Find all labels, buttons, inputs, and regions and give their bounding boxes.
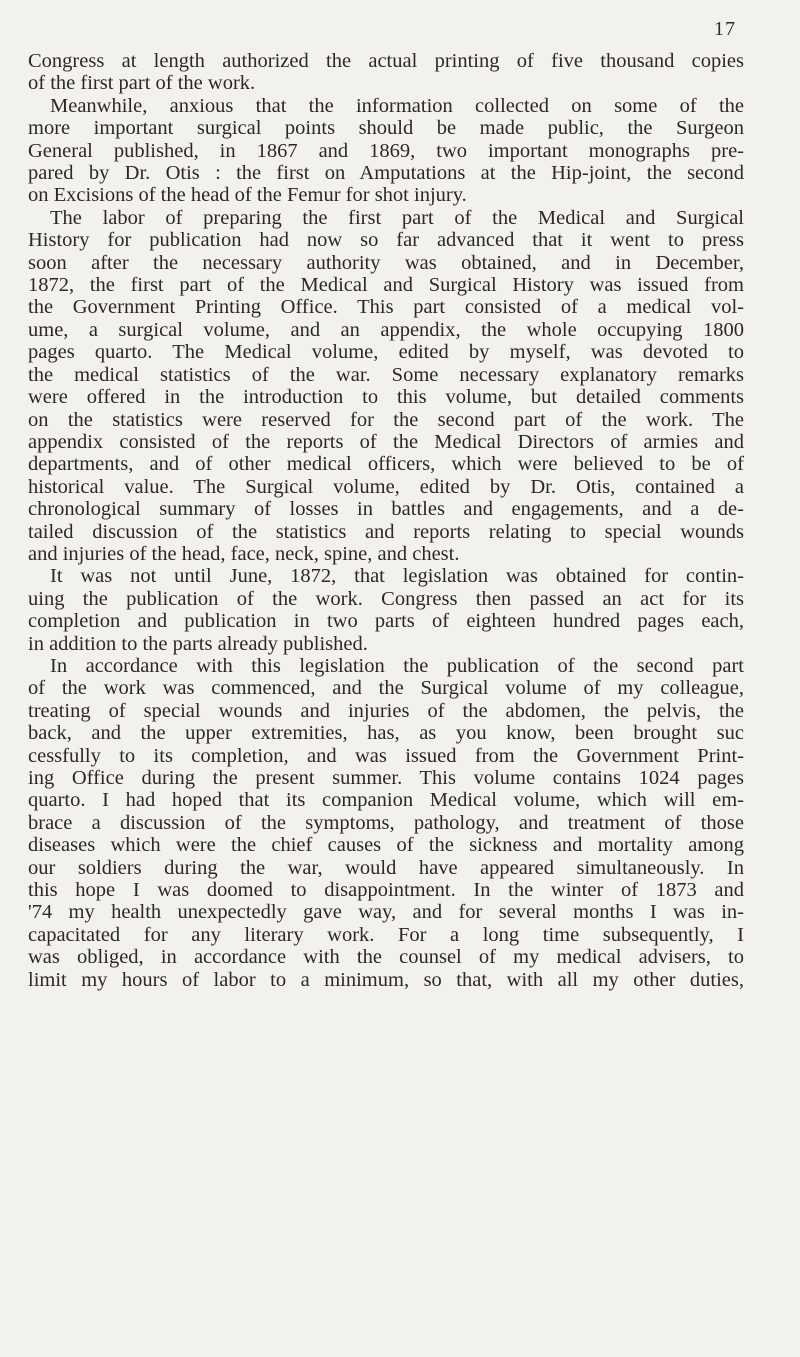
text-line: historical value. The Surgical volume, edited by Dr. Otis, contained a [28, 475, 744, 498]
text-line: tailed discussion of the statistics and reports relating to special wounds [28, 520, 744, 543]
text-line: soon after the necessary authority was obtained, and in December, [28, 251, 744, 274]
paragraph [28, 50, 744, 95]
text-line: pages quarto. The Medical volume, edited by myself, was devoted to [28, 341, 744, 364]
text-line: and injuries of the head, face, neck, spine, and chest. [28, 542, 460, 565]
text-line: were offered in the introduction to this volume, but detailed comments [28, 386, 744, 409]
text-line: limit my hours of labor to a minimum, so that, with all my other duties, [28, 968, 744, 991]
paragraph [28, 95, 744, 207]
text-line: Meanwhile, anxious that the information collected on some of the [50, 94, 744, 117]
text-line: pared by Dr. Otis : the first on Amputations at the Hip-joint, the second [28, 162, 744, 185]
text-line: It was not until June, 1872, that legislation was obtained for contin- [50, 565, 744, 588]
text-line: ume, a surgical volume, and an appendix, the whole occupying 1800 [28, 318, 744, 341]
text-line: 1872, the first part of the Medical and Surgical History was issued from [28, 274, 744, 297]
text-line: The labor of preparing the first part of the Medical and Surgical [50, 206, 744, 229]
text-line: of the first part of the work. [28, 72, 256, 95]
text-line: appendix consisted of the reports of the Medical Directors of armies and [28, 430, 744, 453]
text-line: was obliged, in accordance with the counsel of my medical advisers, to [28, 946, 744, 969]
text-line: on Excisions of the head of the Femur for shot injury. [28, 184, 467, 207]
text-line: more important surgical points should be made public, the Surgeon [28, 117, 744, 140]
text-line: capacitated for any literary work. For a long time subsequently, I [28, 923, 744, 946]
text-line: In accordance with this legislation the publication of the second part [50, 654, 744, 677]
paragraph [28, 207, 744, 566]
text-line: treating of special wounds and injuries of the abdomen, the pelvis, the [28, 699, 744, 722]
text-line: this hope I was doomed to disappointment. In the winter of 1873 and [28, 879, 744, 902]
text-line: on the statistics were reserved for the second part of the work. The [28, 408, 744, 431]
text-line: Congress at length authorized the actual printing of five thousand copies [28, 50, 744, 72]
text-line: back, and the upper extremities, has, as you know, been brought suc [28, 722, 744, 745]
text-line: in addition to the parts already published. [28, 632, 368, 655]
text-line: completion and publication in two parts of eighteen hundred pages each, [28, 610, 744, 633]
text-line: quarto. I had hoped that its companion Medical volume, which will em- [28, 789, 744, 812]
text-line: '74 my health unexpectedly gave way, and for several months I was in- [28, 901, 744, 924]
text-line: the medical statistics of the war. Some necessary explanatory remarks [28, 363, 744, 386]
text-line: ing Office during the present summer. This volume contains 1024 pages [28, 767, 744, 789]
text-line: chronological summary of losses in battles and engagements, and a de- [28, 498, 744, 521]
paragraph [28, 655, 744, 991]
text-line: diseases which were the chief causes of the sickness and mortality among [28, 834, 744, 857]
text-line: uing the publication of the work. Congress then passed an act for its [28, 587, 744, 610]
text-line: brace a discussion of the symptoms, pathology, and treatment of those [28, 811, 744, 834]
text-line: our soldiers during the war, would have appeared simultaneously. In [28, 856, 744, 879]
text-line: General published, in 1867 and 1869, two important monographs pre- [28, 139, 744, 162]
text-line: of the work was commenced, and the Surgical volume of my colleague, [28, 677, 744, 700]
page-number: 17 [714, 18, 736, 40]
paragraph [28, 565, 744, 655]
text-line: History for publication had now so far advanced that it went to press [28, 229, 744, 252]
body-text [28, 50, 744, 991]
text-line: departments, and of other medical officers, which were believed to be of [28, 453, 744, 476]
text-line: the Government Printing Office. This part consisted of a medical vol- [28, 296, 744, 319]
text-line: cessfully to its completion, and was issued from the Government Print- [28, 744, 744, 767]
